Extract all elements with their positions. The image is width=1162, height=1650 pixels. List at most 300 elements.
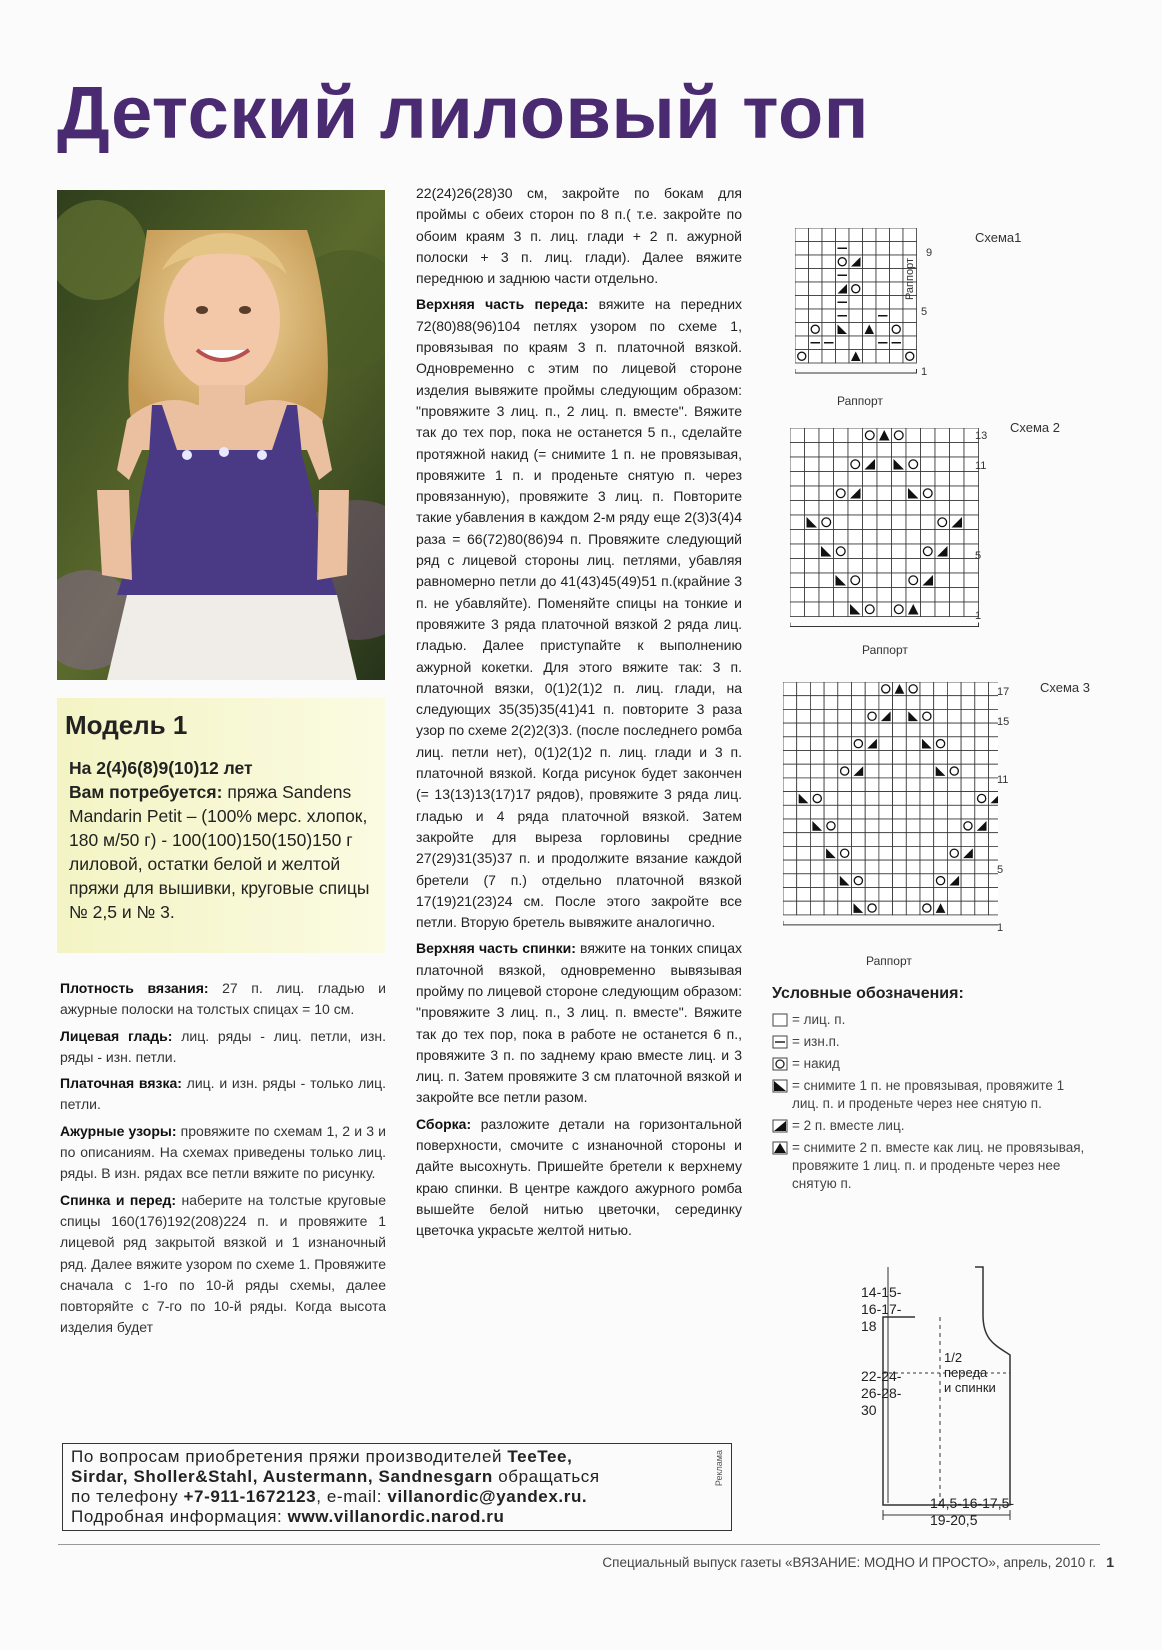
chart-cell <box>947 709 961 723</box>
chart-cell <box>822 282 836 296</box>
chart-cell <box>848 501 863 516</box>
chart-cell <box>921 559 936 574</box>
chart-cell <box>783 696 797 710</box>
chart-cell <box>849 242 863 256</box>
model-sizes: На 2(4)6(8)9(10)12 лет <box>69 758 253 778</box>
chart-cell <box>810 682 824 696</box>
legend-item: = снимите 1 п. не провязывая, провяжите 1 лиц. п. и проденьте через нее снятую п. <box>772 1077 1092 1113</box>
chart-cell <box>824 833 838 847</box>
chart-cell <box>947 778 961 792</box>
chart-cell <box>834 457 849 472</box>
chart-cell <box>906 530 921 545</box>
chart-cell <box>934 709 948 723</box>
chart-cell <box>877 515 892 530</box>
ad-line: По вопросам приобретения пряжи производителей TeeTee, <box>71 1447 573 1466</box>
chart-cell <box>964 588 979 603</box>
chart-cell <box>810 874 824 888</box>
chart-cell <box>876 350 890 364</box>
scheme-3-row-label: 1 <box>997 922 1004 934</box>
chart-cell <box>920 696 934 710</box>
chart-cell <box>783 805 797 819</box>
chart-cell <box>822 269 836 283</box>
chart-cell <box>903 323 917 337</box>
chart-cell <box>890 309 904 323</box>
chart-cell <box>950 588 965 603</box>
chart-cell <box>906 751 920 765</box>
chart-cell <box>935 588 950 603</box>
chart-cell <box>879 888 893 902</box>
chart-cell <box>865 709 879 723</box>
chart-cell <box>783 901 797 915</box>
chart-cell <box>824 819 838 833</box>
chart-cell <box>805 588 820 603</box>
chart-cell <box>947 751 961 765</box>
chart-cell <box>920 819 934 833</box>
chart-cell <box>819 559 834 574</box>
chart-cell <box>906 428 921 443</box>
chart-cell <box>934 860 948 874</box>
chart-cell <box>783 723 797 737</box>
page-number: 1 <box>1106 1554 1114 1570</box>
ad-email-link[interactable]: villanordic@yandex.ru. <box>387 1487 588 1506</box>
chart-cell <box>876 255 890 269</box>
paragraph: 22(24)26(28)30 см, закройте по бокам для проймы с обеих сторон по 8 п.( т.е. закройте по обоим краям 3 п. лиц. глади + 2 п. ажурной полоски + 3 п. лиц. глади). Далее вяжите переднюю и заднюю части отдельно. <box>416 185 742 287</box>
chart-cell <box>809 350 823 364</box>
chart-cell <box>964 486 979 501</box>
chart-cell <box>797 833 811 847</box>
chart-cell <box>893 860 907 874</box>
chart-cell <box>934 696 948 710</box>
chart-cell <box>797 764 811 778</box>
chart-cell <box>836 228 850 242</box>
chart-cell <box>950 457 965 472</box>
scheme-1-row-label: 9 <box>926 247 933 259</box>
chart-cell <box>863 472 878 487</box>
chart-cell <box>824 874 838 888</box>
chart-cell <box>879 874 893 888</box>
chart-cell <box>849 336 863 350</box>
chart-cell <box>819 588 834 603</box>
chart-cell <box>906 819 920 833</box>
chart-cell <box>865 682 879 696</box>
chart-cell <box>877 472 892 487</box>
chart-cell <box>989 901 999 915</box>
chart-cell <box>824 737 838 751</box>
chart-cell <box>783 819 797 833</box>
chart-cell <box>920 846 934 860</box>
chart-cell <box>834 588 849 603</box>
chart-cell <box>893 846 907 860</box>
chart-cell <box>950 544 965 559</box>
chart-cell <box>863 515 878 530</box>
chart-cell <box>822 296 836 310</box>
chart-cell <box>921 544 936 559</box>
chart-cell <box>863 336 877 350</box>
chart-cell <box>795 350 809 364</box>
chart-cell <box>824 792 838 806</box>
chart-cell <box>865 778 879 792</box>
chart-cell <box>790 443 805 458</box>
chart-cell <box>947 805 961 819</box>
chart-cell <box>975 764 989 778</box>
chart-cell <box>863 350 877 364</box>
upper-height-label: 14-15- 16-17- 18 <box>861 1284 902 1334</box>
chart-cell <box>863 255 877 269</box>
chart-cell <box>863 530 878 545</box>
ad-line: Sirdar, Sholler&Stahl, Austermann, Sandnesgarn обращаться <box>71 1467 600 1486</box>
chart-cell <box>852 874 866 888</box>
chart-cell <box>836 350 850 364</box>
chart-cell <box>906 501 921 516</box>
scheme-1-chart <box>795 228 945 408</box>
chart-cell <box>834 428 849 443</box>
rapport-bracket <box>795 369 917 373</box>
chart-cell <box>975 805 989 819</box>
chart-cell <box>947 764 961 778</box>
chart-cell <box>838 901 852 915</box>
chart-cell <box>838 723 852 737</box>
chart-cell <box>824 751 838 765</box>
chart-cell <box>989 888 999 902</box>
chart-cell <box>961 901 975 915</box>
chart-cell <box>890 350 904 364</box>
chart-cell <box>920 792 934 806</box>
chart-cell <box>892 559 907 574</box>
chart-cell <box>876 323 890 337</box>
scheme-2-row-label: 5 <box>975 550 982 562</box>
chart-cell <box>935 602 950 617</box>
chart-cell <box>838 696 852 710</box>
chart-cell <box>797 778 811 792</box>
chart-cell <box>964 501 979 516</box>
chart-cell <box>934 888 948 902</box>
chart-cell <box>824 764 838 778</box>
chart-cell <box>947 819 961 833</box>
chart-cell <box>819 602 834 617</box>
chart-cell <box>975 792 989 806</box>
chart-cell <box>876 296 890 310</box>
chart-cell <box>824 901 838 915</box>
scheme-3-row-label: 15 <box>997 716 1010 728</box>
chart-cell <box>893 723 907 737</box>
chart-cell <box>906 573 921 588</box>
chart-cell <box>892 501 907 516</box>
chart-cell <box>863 309 877 323</box>
chart-cell <box>975 682 989 696</box>
scheme-1-rapport: Раппорт <box>837 394 883 408</box>
chart-cell <box>790 515 805 530</box>
chart-cell <box>961 737 975 751</box>
needs-text: пряжа Sandens Mandarin Petit – (100% мерс. хлопок, 180 м/50 г) - 100(100)150(150)150 г лиловой, остатки белой и желтой пряжи для вышивки, круговые спицы № 2,5 и № 3. <box>69 782 370 922</box>
legend-item: = лиц. п. <box>772 1011 1092 1029</box>
chart-cell <box>848 588 863 603</box>
chart-cell <box>783 778 797 792</box>
chart-cell <box>824 682 838 696</box>
scheme-2-row-label: 1 <box>975 610 982 622</box>
chart-cell <box>906 544 921 559</box>
chart-cell <box>947 792 961 806</box>
chart-cell <box>863 602 878 617</box>
chart-cell <box>906 443 921 458</box>
chart-cell <box>805 486 820 501</box>
chart-cell <box>961 819 975 833</box>
chart-cell <box>879 833 893 847</box>
scheme-3-grid <box>783 682 998 925</box>
chart-cell <box>865 751 879 765</box>
chart-cell <box>852 860 866 874</box>
chart-cell <box>879 846 893 860</box>
chart-cell <box>906 588 921 603</box>
chart-cell <box>961 764 975 778</box>
chart-cell <box>819 515 834 530</box>
chart-cell <box>935 501 950 516</box>
chart-cell <box>809 296 823 310</box>
chart-cell <box>834 501 849 516</box>
chart-cell <box>797 819 811 833</box>
chart-cell <box>920 709 934 723</box>
chart-cell <box>819 573 834 588</box>
paragraph: Верхняя часть переда: вяжите на передних 72(80)88(96)104 петлях узором по схеме 1, провязывая по краям 3 п. платочной вязкой. Одновременно с этим по лицевой стороне изделия вывяжите проймы следующим образом: "провяжите 3 лиц. п., 2 лиц. п. вместе". Вяжите так до тех пор, пока не останется 5 п., сделайте протяжной накид (= снимите 1 п. не провязывая, провяжите 1 п. и проденьте снятую п. через провязанную), провяжите 3 лиц. п. Повторите такие убавления в каждом 2-м ряду еще 2(3)3(4)4 раза = 66(72)80(86)94 п. Провяжите следующий ряд с лицевой стороны лиц. петлями, убавляя равномерно петли до 41(43)45(49)51 п.(крайние 3 п. не убавляйте). Поменяйте спицы на тонкие и провяжите 3 ряда платочной вязкой 2 ряда лиц. гладью. Далее приступайте к выполнению ажурной кокетки. Для этого вяжите так: 3 п. платочной вязки, 0(1)2(1)2 п. лиц. глади, на следующих 35(35)35(41)41 п. повторите 3 раза узор по схеме 2(2)2(3)3. (после последнего ромба лиц. петли нет), 0(1)2(1)2 п. лиц. глади и 3 п. платочной вязкой. Когда рисунок будет закончен (= 13(13)13(17)17 рядов), провяжите 3 ряда лиц. гладью и 4 ряда платочной вязкой. Затем закройте для выреза горловины средние 27(29)31(35)37 п. и продолжите вязание каждой бретели (7 п.) отдельно платочной вязкой 17(19)21(23)24 см. После этого закройте все петли. Вторую бретель вывяжите аналогично. <box>416 296 743 931</box>
chart-cell <box>877 544 892 559</box>
legend-title: Условные обозначения: <box>772 985 964 1002</box>
chart-cell <box>879 723 893 737</box>
chart-cell <box>934 846 948 860</box>
chart-cell <box>877 559 892 574</box>
chart-cell <box>822 255 836 269</box>
chart-cell <box>810 846 824 860</box>
rapport-bracket <box>783 921 998 925</box>
chart-cell <box>834 515 849 530</box>
chart-cell <box>848 457 863 472</box>
chart-cell <box>810 792 824 806</box>
chart-cell <box>890 228 904 242</box>
chart-cell <box>893 901 907 915</box>
chart-cell <box>819 457 834 472</box>
chart-cell <box>790 472 805 487</box>
chart-cell <box>863 443 878 458</box>
chart-cell <box>848 530 863 545</box>
rapport-bracket <box>790 623 979 627</box>
model-info-box <box>57 698 385 953</box>
scheme-3-row-label: 5 <box>997 864 1004 876</box>
chart-cell <box>879 819 893 833</box>
advertisement-box <box>62 1443 732 1531</box>
chart-cell <box>795 228 809 242</box>
chart-cell <box>934 833 948 847</box>
chart-cell <box>797 696 811 710</box>
photo-illustration <box>57 190 385 680</box>
chart-cell <box>893 805 907 819</box>
chart-cell <box>810 696 824 710</box>
chart-cell <box>906 764 920 778</box>
chart-cell <box>934 874 948 888</box>
chart-cell <box>865 860 879 874</box>
ad-site-link[interactable]: www.villanordic.narod.ru <box>287 1507 505 1526</box>
chart-cell <box>795 242 809 256</box>
chart-cell <box>890 255 904 269</box>
chart-cell <box>935 515 950 530</box>
chart-cell <box>848 443 863 458</box>
chart-cell <box>863 544 878 559</box>
chart-cell <box>783 888 797 902</box>
chart-cell <box>879 696 893 710</box>
chart-cell <box>834 602 849 617</box>
chart-cell <box>790 428 805 443</box>
chart-cell <box>920 723 934 737</box>
legend <box>772 985 1092 1197</box>
chart-cell <box>848 573 863 588</box>
chart-cell <box>852 819 866 833</box>
chart-cell <box>892 544 907 559</box>
scheme-1-title: Схема1 <box>975 230 1022 245</box>
chart-cell <box>906 792 920 806</box>
chart-cell <box>950 472 965 487</box>
chart-cell <box>822 309 836 323</box>
scheme-3-title: Схема 3 <box>1040 680 1090 695</box>
chart-cell <box>805 602 820 617</box>
chart-cell <box>852 696 866 710</box>
chart-cell <box>893 737 907 751</box>
chart-cell <box>865 888 879 902</box>
chart-cell <box>790 501 805 516</box>
chart-cell <box>961 778 975 792</box>
chart-cell <box>893 764 907 778</box>
chart-cell <box>834 443 849 458</box>
chart-cell <box>876 242 890 256</box>
chart-cell <box>805 573 820 588</box>
chart-cell <box>892 530 907 545</box>
chart-cell <box>947 860 961 874</box>
chart-cell <box>836 336 850 350</box>
chart-cell <box>934 778 948 792</box>
chart-cell <box>935 443 950 458</box>
chart-cell <box>906 737 920 751</box>
chart-cell <box>834 530 849 545</box>
chart-cell <box>877 588 892 603</box>
chart-cell <box>824 723 838 737</box>
model-details <box>69 756 374 924</box>
chart-cell <box>863 559 878 574</box>
chart-cell <box>838 888 852 902</box>
chart-cell <box>975 888 989 902</box>
chart-cell <box>975 696 989 710</box>
chart-cell <box>805 544 820 559</box>
chart-cell <box>795 296 809 310</box>
chart-cell <box>805 443 820 458</box>
chart-cell <box>893 778 907 792</box>
chart-cell <box>906 515 921 530</box>
chart-cell <box>989 846 999 860</box>
chart-cell <box>950 559 965 574</box>
chart-cell <box>797 682 811 696</box>
chart-cell <box>838 682 852 696</box>
ad-phone: +7-911-1672123 <box>183 1487 317 1506</box>
chart-cell <box>819 428 834 443</box>
chart-cell <box>934 682 948 696</box>
chart-cell <box>797 888 811 902</box>
chart-cell <box>795 323 809 337</box>
chart-cell <box>920 901 934 915</box>
chart-cell <box>890 242 904 256</box>
chart-cell <box>975 751 989 765</box>
chart-cell <box>819 486 834 501</box>
chart-cell <box>797 751 811 765</box>
chart-cell <box>920 682 934 696</box>
chart-cell <box>961 709 975 723</box>
chart-cell <box>892 443 907 458</box>
chart-cell <box>892 602 907 617</box>
scheme-2-row-label: 11 <box>975 460 987 472</box>
half-label: 1/2 переда и спинки <box>944 1350 996 1395</box>
chart-cell <box>906 901 920 915</box>
chart-cell <box>934 819 948 833</box>
needs-label: Вам потребуется: <box>69 782 223 802</box>
chart-cell <box>879 860 893 874</box>
chart-cell <box>809 309 823 323</box>
chart-cell <box>877 486 892 501</box>
chart-cell <box>838 805 852 819</box>
chart-cell <box>964 573 979 588</box>
chart-cell <box>892 472 907 487</box>
knit-icon <box>772 1013 788 1027</box>
paragraph: Плотность вязания: 27 п. лиц. гладью и ажурные полоски на толстых спицах = 10 см. <box>60 980 386 1018</box>
legend-item: = 2 п. вместе лиц. <box>772 1117 1092 1135</box>
chart-cell <box>805 501 820 516</box>
chart-cell <box>783 860 797 874</box>
chart-cell <box>947 833 961 847</box>
chart-cell <box>975 709 989 723</box>
chart-cell <box>989 805 999 819</box>
chart-cell <box>964 515 979 530</box>
chart-cell <box>989 737 999 751</box>
chart-cell <box>863 282 877 296</box>
paragraph: Сборка: разложите детали на горизонтальной поверхности, смочите с изнаночной стороны и дайте высохнуть. Пришейте бретели к верхнему краю спинки. В центре каждого ажурного ромба вышейте белой нитью цветочки, серединку цветочка украсьте желтой нитью. <box>416 1115 742 1239</box>
chart-cell <box>790 602 805 617</box>
chart-cell <box>849 323 863 337</box>
chart-cell <box>824 860 838 874</box>
chart-cell <box>947 846 961 860</box>
page-title: Детский лиловый топ <box>57 71 869 154</box>
chart-cell <box>975 874 989 888</box>
chart-cell <box>906 860 920 874</box>
chart-cell <box>906 696 920 710</box>
chart-cell <box>935 530 950 545</box>
chart-cell <box>903 242 917 256</box>
chart-cell <box>810 709 824 723</box>
chart-cell <box>809 269 823 283</box>
sk2p-icon <box>772 1141 788 1155</box>
chart-cell <box>877 443 892 458</box>
chart-cell <box>890 269 904 283</box>
chart-cell <box>892 486 907 501</box>
chart-cell <box>852 682 866 696</box>
chart-cell <box>975 723 989 737</box>
chart-cell <box>852 888 866 902</box>
chart-cell <box>865 805 879 819</box>
chart-cell <box>838 751 852 765</box>
chart-cell <box>852 737 866 751</box>
chart-cell <box>879 805 893 819</box>
chart-cell <box>822 323 836 337</box>
chart-cell <box>790 559 805 574</box>
chart-cell <box>795 309 809 323</box>
chart-cell <box>921 530 936 545</box>
chart-cell <box>964 530 979 545</box>
scheme-1-grid <box>795 228 917 373</box>
scheme-2-rapport: Раппорт <box>862 643 908 657</box>
chart-cell <box>935 573 950 588</box>
chart-cell <box>810 764 824 778</box>
